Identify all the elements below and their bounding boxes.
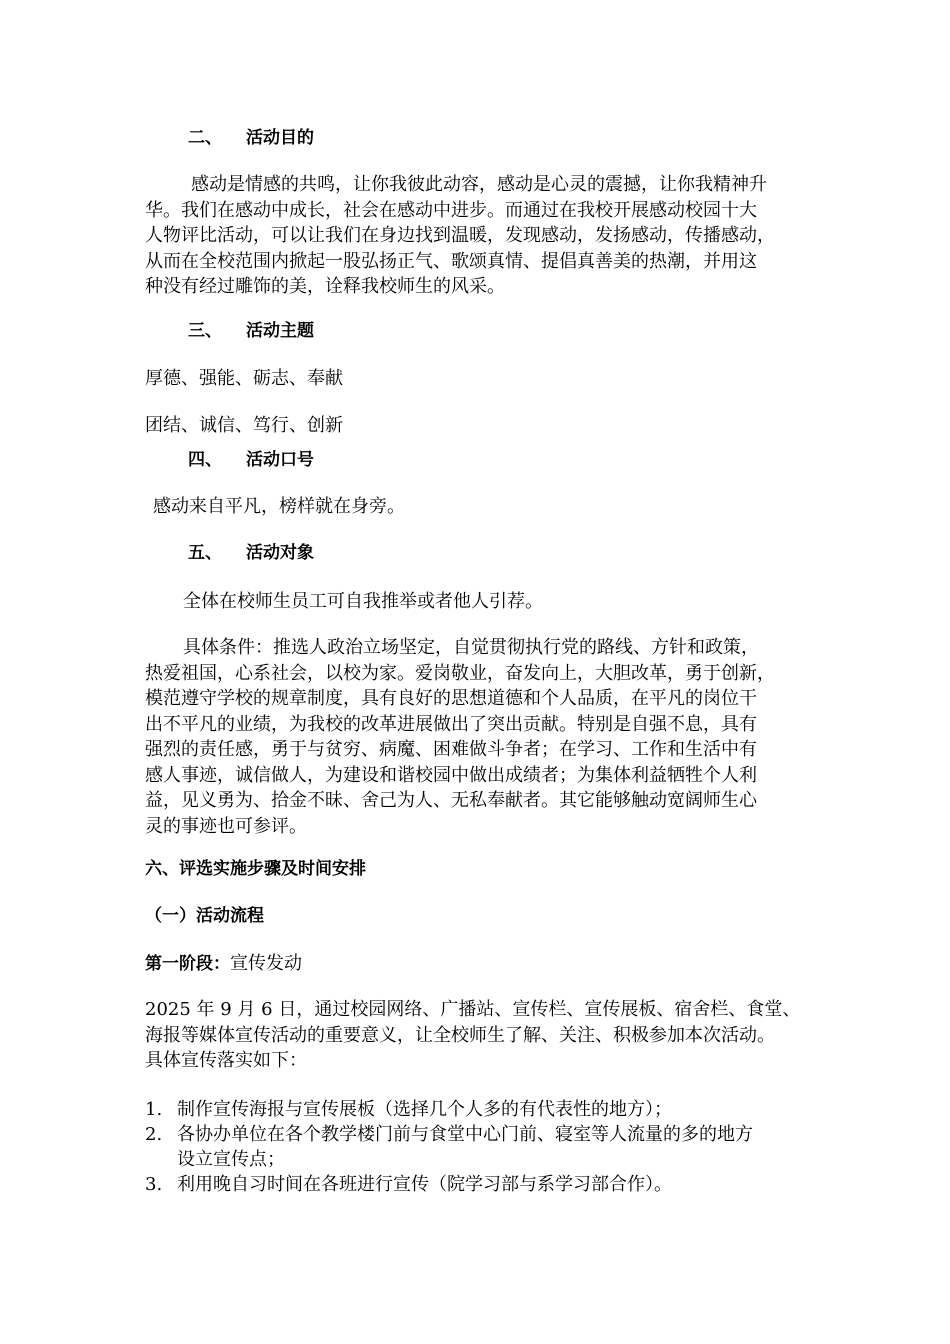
paragraph-line: 灵的事迹也可参评。	[145, 815, 307, 837]
section-2-title: 活动目的	[246, 128, 314, 148]
stage-1-label: 第一阶段：	[145, 954, 230, 974]
section-2-heading	[188, 126, 858, 152]
section-4-title: 活动口号	[246, 450, 314, 470]
theme-line-1: 厚德、强能、砺志、奉献	[145, 368, 343, 389]
list-item-text: 利用晚自习时间在各班进行宣传（院学习部与系学习部合作）。	[177, 1174, 672, 1195]
paragraph-line: 感动是情感的共鸣，让你我彼此动容，感动是心灵的震撼，让你我精神升	[191, 174, 767, 195]
paragraph-line: 益，见义勇为、拾金不昧、舍己为人、无私奉献者。其它能够触动宽阔师生心	[145, 790, 757, 811]
list-item	[145, 1172, 672, 1198]
paragraph-line: 种没有经过雕饰的美，诠释我校师生的风采。	[145, 276, 505, 297]
slogan-text: 感动来自平凡，榜样就在身旁。	[153, 496, 405, 517]
paragraph-line: 海报等媒体宣传活动的重要意义，让全校师生了解、关注、积极参加本次活动。	[145, 1024, 775, 1046]
list-item-continuation: 设立宣传点；	[177, 1149, 285, 1170]
list-marker: 1.	[145, 1099, 163, 1120]
section-5-paragraph	[145, 635, 815, 839]
section-4-heading	[188, 448, 858, 474]
list-marker: 2.	[145, 1124, 163, 1145]
theme-line-2: 团结、诚信、笃行、创新	[145, 415, 343, 436]
paragraph-line: 出不平凡的业绩，为我校的改革进展做出了突出贡献。特别是自强不息，具有	[145, 713, 757, 735]
section-5-title: 活动对象	[246, 543, 314, 563]
list-item-text: 各协办单位在各个教学楼门前与食堂中心门前、寝室等人流量的多的地方	[177, 1124, 753, 1145]
section-3-number: 三、	[188, 321, 222, 341]
paragraph-line: 具体宣传落实如下：	[145, 1050, 307, 1071]
list-marker: 3.	[145, 1174, 163, 1195]
list-item	[145, 1097, 672, 1123]
paragraph-line: 具体条件：推选人政治立场坚定，自觉贯彻执行党的路线、方针和政策，	[183, 637, 759, 658]
stage-1-paragraph	[145, 997, 815, 1074]
paragraph-line: 华。我们在感动中成长，社会在感动中进步。而通过在我校开展感动校园十大	[145, 199, 757, 221]
stage-1-value: 宣传发动	[230, 953, 302, 974]
paragraph-line: 强烈的责任感，勇于与贫穷、病魔、困难做斗争者；在学习、工作和生活中有	[145, 739, 757, 760]
paragraph-line: 感人事迹，诚信做人，为建设和谐校园中做出成绩者；为集体利益牺牲个人利	[145, 764, 757, 786]
paragraph-line: 2025 年 9 月 6 日，通过校园网络、广播站、宣传栏、宣传展板、宿舍栏、食堂、	[145, 999, 801, 1020]
section-3-heading	[188, 319, 858, 345]
section-5-heading	[188, 541, 858, 567]
section-2-number: 二、	[188, 128, 222, 148]
paragraph-line: 模范遵守学校的规章制度，具有良好的思想道德和个人品质，在平凡的岗位干	[145, 688, 757, 709]
paragraph-line: 从而在全校范围内掀起一股弘扬正气、歌颂真情、提倡真善美的热潮，并用这	[145, 250, 757, 272]
section-2-paragraph	[145, 172, 815, 300]
list-item-text: 制作宣传海报与宣传展板（选择几个人多的有代表性的地方）；	[177, 1099, 672, 1120]
paragraph-line: 热爱祖国，心系社会，以校为家。爱岗敬业，奋发向上，大胆改革，勇于创新，	[145, 662, 775, 684]
section-6-heading: 六、评选实施步骤及时间安排	[145, 859, 366, 879]
section-5-number: 五、	[188, 543, 222, 563]
paragraph-line: 人物评比活动，可以让我们在身边找到温暖，发现感动，发扬感动，传播感动，	[145, 225, 775, 246]
list-item	[145, 1122, 753, 1148]
subsection-heading: （一）活动流程	[145, 906, 264, 926]
target-text: 全体在校师生员工可自我推举或者他人引荐。	[183, 591, 543, 612]
section-3-title: 活动主题	[246, 321, 314, 341]
stage-1-line	[145, 951, 815, 978]
section-4-number: 四、	[188, 450, 222, 470]
